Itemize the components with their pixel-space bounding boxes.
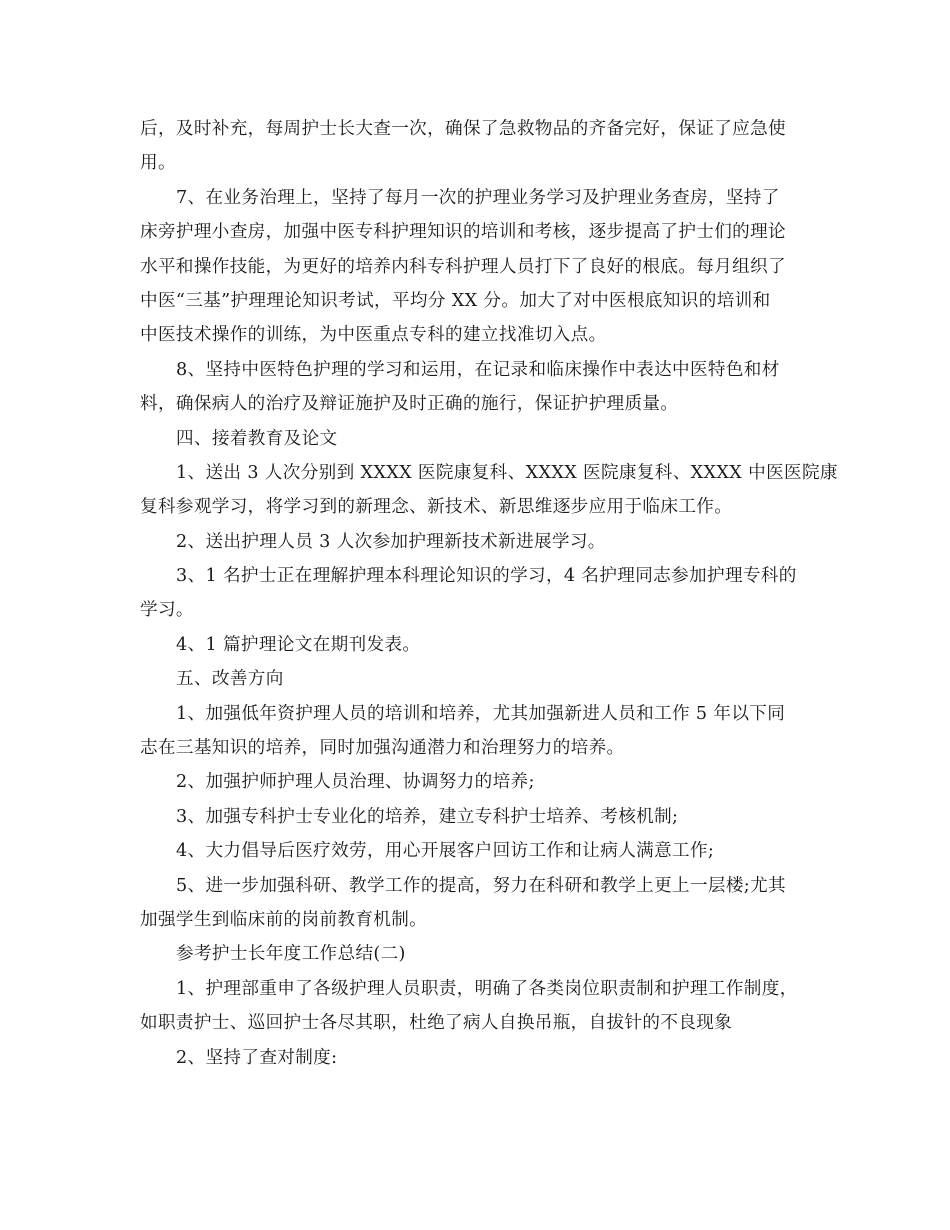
text-line: 3、1 名护士正在理解护理本科理论知识的学习，4 名护理同志参加护理专科的 (176, 566, 797, 587)
text-line: 如职责护士、巡回护士各尽其职，杜绝了病人自换吊瓶，自拔针的不良现象 (140, 1013, 733, 1034)
text-line: 料，确保病人的治疗及辩证施护及时正确的施行，保证护护理质量。 (140, 394, 679, 415)
text-line: 4、1 篇护理论文在期刊发表。 (176, 634, 421, 655)
text-line: 5、进一步加强科研、教学工作的提高，努力在科研和教学上更上一层楼;尤其 (176, 875, 786, 896)
text-line: 学习。 (140, 600, 194, 621)
text-line: 4、大力倡导后医疗效劳，用心开展客户回访工作和让病人满意工作; (176, 841, 715, 862)
text-line: 中医“三基”护理理论知识考试，平均分 XX 分。加大了对中医根底知识的培训和 (140, 290, 771, 311)
text-line: 用。 (140, 153, 176, 174)
text-line: 四、接着教育及论文 (176, 428, 338, 449)
text-line: 2、加强护师护理人员治理、协调努力的培养; (176, 772, 535, 793)
text-line: 复科参观学习，将学习到的新理念、新技术、新思维逐步应用于临床工作。 (140, 497, 733, 518)
text-line: 8、坚持中医特色护理的学习和运用，在记录和临床操作中表达中医特色和材 (176, 359, 780, 380)
text-line: 床旁护理小查房，加强中医专科护理知识的培训和考核，逐步提高了护士们的理论 (140, 222, 786, 243)
text-line: 加强学生到临床前的岗前教育机制。 (140, 909, 428, 930)
document-body (140, 112, 838, 1075)
text-line: 后，及时补充，每周护士长大查一次，确保了急救物品的齐备完好，保证了应急使 (140, 119, 786, 139)
text-line: 参考护士长年度工作总结(二) (176, 944, 406, 965)
text-line: 水平和操作技能，为更好的培养内科专科护理人员打下了良好的根底。每月组织了 (140, 256, 786, 277)
text-line: 7、在业务治理上，坚持了每月一次的护理业务学习及护理业务查房，坚持了 (176, 187, 780, 208)
text-line: 志在三基知识的培养，同时加强沟通潜力和治理努力的培养。 (140, 738, 625, 759)
text-line: 1、加强低年资护理人员的培训和培养，尤其加强新进人员和工作 5 年以下同 (176, 703, 786, 724)
text-line: 五、改善方向 (176, 669, 284, 690)
text-line: 中医技术操作的训练，为中医重点专科的建立找准切入点。 (140, 325, 607, 346)
text-line: 1、送出 3 人次分别到 XXXX 医院康复科、XXXX 医院康复科、XXXX 中医医院康 (176, 462, 838, 483)
text-line: 3、加强专科护士专业化的培养，建立专科护士培养、考核机制; (176, 806, 679, 827)
text-line: 1、护理部重申了各级护理人员职责，明确了各类岗位职责制和护理工作制度， (176, 978, 798, 999)
text-line: 2、送出护理人员 3 人次参加护理新技术新进展学习。 (176, 531, 606, 552)
text-line: 2、坚持了查对制度: (176, 1047, 338, 1068)
